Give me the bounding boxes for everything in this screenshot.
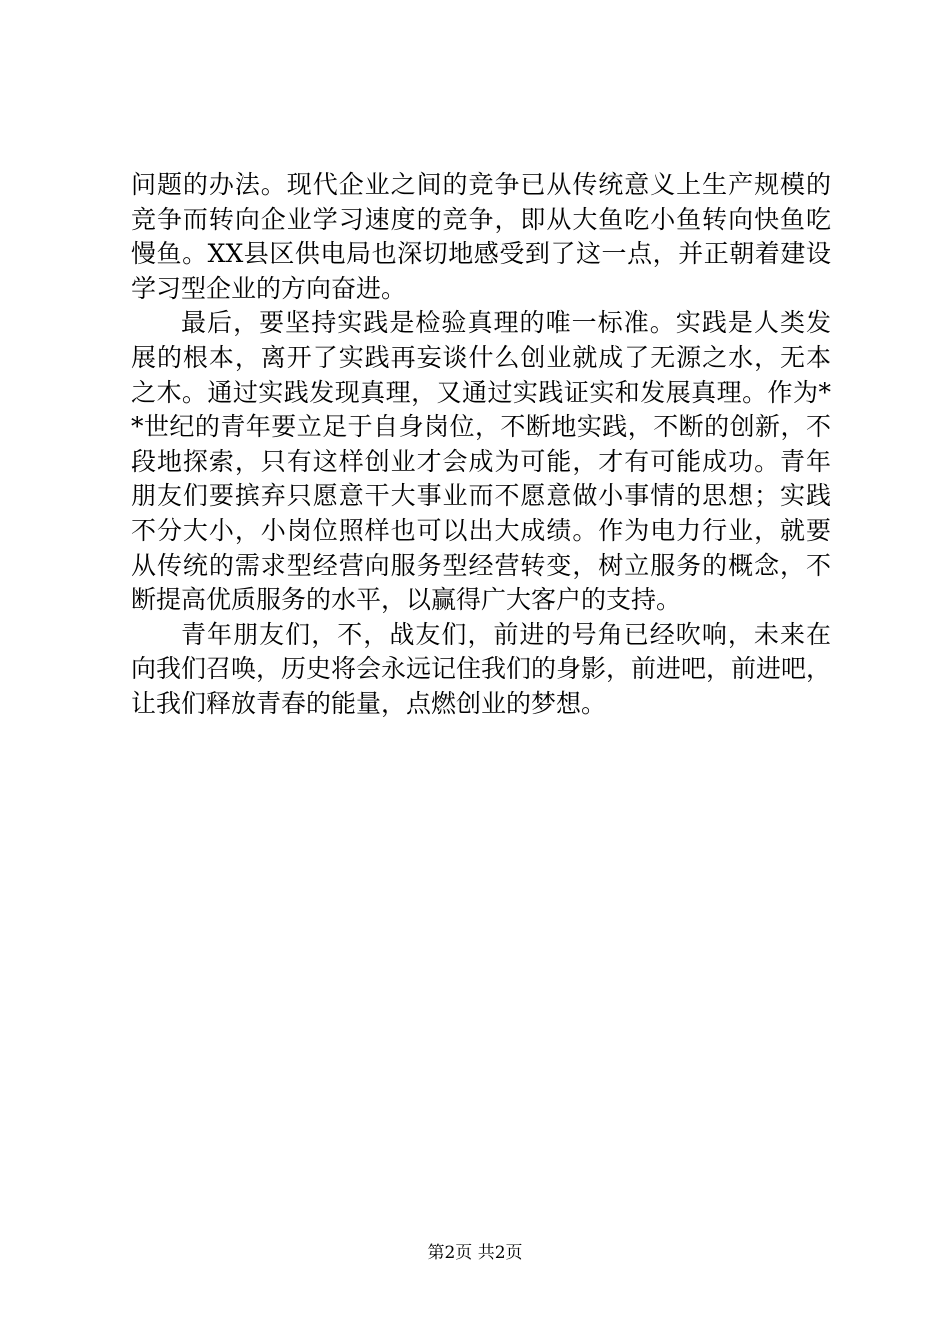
text-line: 问题的办法。现代企业之间的竞争已从传统意义上生产规模的 bbox=[131, 170, 831, 199]
text-line: 展的根本，离开了实践再妄谈什么创业就成了无源之水，无本 bbox=[131, 342, 831, 372]
text-line: 朋友们要摈弃只愿意干大事业而不愿意做小事情的思想；实践 bbox=[131, 481, 831, 511]
text-line: 学习型企业的方向奋进。 bbox=[131, 273, 407, 303]
text-line: 慢鱼。XX县区供电局也深切地感受到了这一点，并正朝着建设 bbox=[131, 239, 831, 269]
text-line: 断提高优质服务的水平，以赢得广大客户的支持。 bbox=[131, 585, 682, 615]
text-line: 段地探索，只有这样创业才会成为可能，才有可能成功。青年 bbox=[131, 446, 831, 476]
text-line: 青年朋友们，不，战友们，前进的号角已经吹响，未来在 bbox=[181, 619, 831, 649]
text-line: 向我们召唤，历史将会永远记住我们的身影，前进吧，前进吧， bbox=[131, 654, 832, 684]
text-line: *世纪的青年要立足于自身岗位，不断地实践，不断的创新，不 bbox=[131, 412, 831, 442]
page-number-footer: 第2页 共2页 bbox=[427, 1243, 523, 1263]
body-text bbox=[131, 168, 831, 722]
text-line: 从传统的需求型经营向服务型经营转变，树立服务的概念，不 bbox=[131, 550, 831, 580]
text-line: 最后，要坚持实践是检验真理的唯一标准。实践是人类发 bbox=[181, 308, 831, 338]
text-line: 让我们释放青春的能量，点燃创业的梦想。 bbox=[131, 688, 607, 718]
text-line: 不分大小，小岗位照样也可以出大成绩。作为电力行业，就要 bbox=[131, 515, 831, 545]
text-line: 竞争而转向企业学习速度的竞争，即从大鱼吃小鱼转向快鱼吃 bbox=[131, 204, 831, 234]
text-line: 之木。通过实践发现真理，又通过实践证实和发展真理。作为* bbox=[131, 377, 831, 407]
